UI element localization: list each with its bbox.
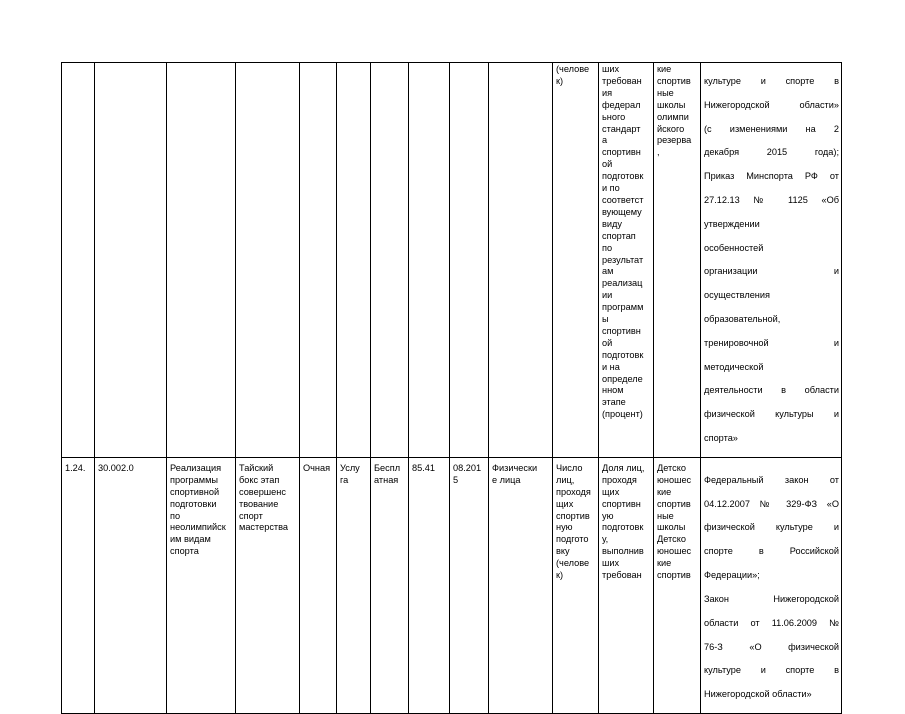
legal-line: Федерации»; [704, 570, 760, 581]
document-table [61, 62, 842, 714]
cell-consumers: Физически е лица [489, 457, 553, 713]
legal-line: осуществления [704, 290, 770, 301]
legal-line: Нижегородской области» [704, 689, 812, 700]
cell-service-name: Реализация программы спортивной подготовки по неолимпийск им видам спорта [167, 457, 236, 713]
cell-consumers [489, 63, 553, 458]
cell-payment [371, 63, 409, 458]
legal-line: культуре и спорте в [704, 75, 839, 86]
cell-institution-type: кие спортив ные школы олимпи йского резерва , [654, 63, 701, 458]
legal-line: спорте в Российской [704, 546, 839, 557]
cell-number: 1.24. [62, 457, 95, 713]
legal-line: 27.12.13 № 1125 «Об [704, 194, 839, 205]
cell-code [95, 63, 167, 458]
legal-line: 04.12.2007 № 329-ФЗ «О [704, 498, 839, 509]
cell-form: Очная [300, 457, 337, 713]
legal-line: Федеральный закон от [704, 474, 839, 485]
cell-sport-stage: Тайский бокс этап совершенс твование спорт мастерства [236, 457, 300, 713]
cell-type [337, 63, 371, 458]
legal-line: физической культуре и [704, 522, 839, 533]
legal-line: (с изменениями на 2 [704, 123, 839, 134]
cell-legal-basis [701, 457, 842, 713]
legal-line: деятельности в области [704, 385, 839, 396]
cell-form [300, 63, 337, 458]
legal-line: 76-З «О физической [704, 641, 839, 652]
cell-code: 30.002.0 [95, 457, 167, 713]
legal-line: тренировочной и [704, 337, 839, 348]
cell-sport-stage [236, 63, 300, 458]
legal-line: организации и [704, 266, 839, 277]
cell-quality-indicator: Доля лиц, проходя щих спортивн ую подготовк у, выполнив ших требован [599, 457, 654, 713]
legal-line: особенностей [704, 242, 764, 253]
cell-type: Услу га [337, 457, 371, 713]
table-row [62, 457, 842, 713]
cell-date: 08.201 5 [450, 457, 489, 713]
cell-okved: 85.41 [409, 457, 450, 713]
legal-line: методической [704, 361, 764, 372]
cell-date [450, 63, 489, 458]
legal-line: Нижегородской области» [704, 99, 839, 110]
legal-line: декабря 2015 года); [704, 147, 839, 158]
legal-line: образовательной, [704, 314, 781, 325]
legal-line: области от 11.06.2009 № [704, 617, 839, 628]
legal-line: Закон Нижегородской [704, 593, 839, 604]
cell-quality-indicator: ших требован ия федерал ьного стандарт а спортивн ой подготовк и по соответст вующему виду спортап по результат ам реализац ии программ ы спортивн ой подготовк и на определе нном этапе (процент) [599, 63, 654, 458]
cell-volume-indicator: (челове к) [553, 63, 599, 458]
legal-line: физической культуры и [704, 409, 839, 420]
cell-service-name [167, 63, 236, 458]
table-row [62, 63, 842, 458]
cell-okved [409, 63, 450, 458]
cell-volume-indicator: Число лиц, проходя щих спортив ную подгото вку (челове к) [553, 457, 599, 713]
cell-number [62, 63, 95, 458]
cell-legal-basis [701, 63, 842, 458]
legal-line: утверждении [704, 218, 760, 229]
cell-payment: Беспл атная [371, 457, 409, 713]
legal-line: Приказ Минспорта РФ от [704, 171, 839, 182]
legal-line: культуре и спорте в [704, 665, 839, 676]
legal-line: спорта» [704, 433, 738, 444]
cell-institution-type: Детско юношес кие спортив ные школы Детско юношес кие спортив [654, 457, 701, 713]
